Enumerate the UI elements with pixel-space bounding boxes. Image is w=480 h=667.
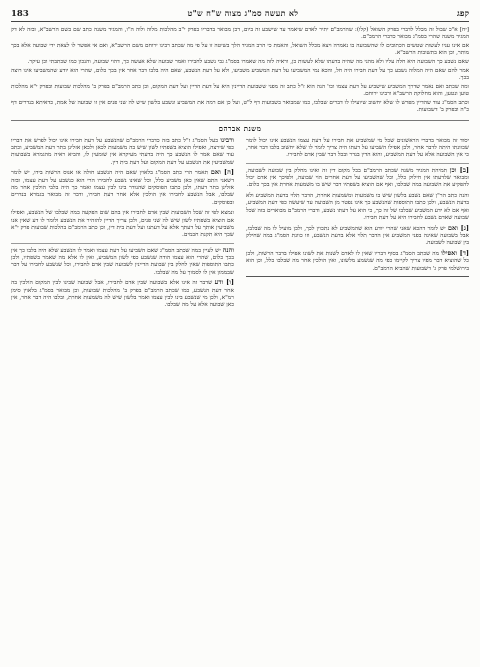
paragraph-lead: [ה] ואם <box>210 168 235 177</box>
paragraph-text: יסוד זה מבואר בדברי הראשונים שכל מי שמשביע את חבירו על דעת עצמו הנשבע אינו יכול לומר שכוונתו היתה לדבר אחר, ולכן אפילו השביעו על דעתו היה צריך לומר לו שלא יחשוב בלבו דבר אחר, כי אין השבועה אלא על דעת המשביע, והוא הדין בנדר ובכל דבר שבין אדם לחבירו. <box>246 137 469 159</box>
paragraph-lead: [ד] ואפילו <box>441 249 470 258</box>
paragraph-text: שדבר זה אינו אלא בשבועה שבין אדם לחבירו, אבל שבועה שבינו לבין המקום הולכין בה אחר דעת הנשבע, כמו שכתב הרמב"ם בפרק ב' מהלכות שבועות, וכן מבואר בסמ"ג בלאוין סימן רמ"א, ולכן מי שנשבע בינו לבין עצמו ואמר בלשון שיש לה משמעות אחרת, ובלבו היה דבר אחר, אין כאן שבועה אלא על מה שבלבו. <box>11 280 234 309</box>
commentary-paragraph: וכתב הסמ"ג עוד שהדיין מפרש לו שלא יחשוב שיועילו לו דברים שבלבו, כמו שמבואר בשבועות דף ל"ט, ועל כן אם רמה את המשביע ונשבע בלשון שיש לה שני פנים אין זו שבועה של אמת, כדאיתא בנדרים דף כ"ה ובפרק ב' דשבועות. <box>11 99 469 113</box>
paragraph-text: תאמר הרי כתב הסמ"ג בלאוין שאם היה הנשבע חולה או אנוס הרשות בידו, יש לומר דשאני התם שאין כאן משביע כלל, וכל שאינו נשבע לחבירו הרי הוא כנשבע על דעת עצמו, ובזה אזלינן בתר דעתו, ולכן כתבו הפוסקים שהנודר בינו לבין עצמו ואמר כך היה בלבי הולכין אחר מה שבלבו, אבל הנשבע לחבירו אין הולכין אלא אחר דעת חבירו, ודבר זה מבואר בגמרא בנדרים ובפוסקים. <box>11 170 234 206</box>
column-paragraph <box>246 225 469 248</box>
paragraph-text: תמיהת המגיד משנה שכתב הרמב"ם בכל מקום דין זה ואינו מחלק בין שבועה לשבועה, ומבואר שלדעתו אין חילוק כלל, וכל שהשביעו על דעת אחרים הוי שבועה, ולפיכך אין אדם יכול להפקיע את השבועה במה שבלבו, ואף אם הוציא בשפתיו דבר שיש בו משמעות אחרת אין בכך כלום. <box>246 167 469 189</box>
paragraph-text: יש לומר דהכא שאני שהרי יודע הוא שהמשביע לא נתכוין לכך, ולכן מועיל לו מה שבלבו, אבל בשבועה שאינה בפני המשביע אין הדבר תלוי אלא בדעת הנשבע, וזו כוונת הסמ"ג במה שחילק בין שבועה לשבועה. <box>246 225 469 247</box>
paragraph-lead: והנה <box>222 245 235 254</box>
column-paragraph <box>11 209 234 239</box>
paragraph-text: והנה כתב הר"ן שאם נשבע בלשון שיש בו משמעות ומשמעות אחרת, הדבר תלוי בדעת המשביע ולא בדעת הנשבע, ולכן כתבו התוספות שהנשבע כך אינו נפטר מן השבועה עד שיעשה כפי דעת המשביע, ואף אם לא ידע המשביע שבלבו של זה כך, כי הוא על דעתו נשבע, ודברי הרמב"ם מבוארים בזה שכל שבועה שאדם נשבע לחבירו היא על דעת חבירו. <box>246 193 469 221</box>
paragraph-text: יש לעיין במה שכתב הסמ"ג שאם השביעו על דעת עצמו ואמר לו הנשבע שלא היה בלבו כך אין בכך כלום, שהרי הוא עצמו הודה שנשבע כפי לשון המשביע, ואין לו אלא מה שאמר בשפתיו, ולכן כתבו התוספות שאין לחלק בין שבועת הדיינין לשבועה שבין אדם לחבירו, וכל שנשבע לחבירו על דבר שבממון אין לו לסמוך על מה שבלבו. <box>11 247 234 276</box>
page-number-left: קפג <box>457 9 469 19</box>
column-paragraph <box>11 137 234 167</box>
main-commentary <box>11 27 469 121</box>
column-paragraph <box>246 250 469 273</box>
paragraph-lead: [ג] ואם <box>447 223 470 232</box>
running-title: לא תעשה סמ"ג מצוה ש"ח ש"ט <box>187 8 299 18</box>
paragraph-lead: ורבינו <box>220 135 234 144</box>
divider <box>11 243 234 244</box>
paragraph-text: בעל הסמ"ג ז"ל כתב בזה כדברי הרמב"ם שהנשבע על דעת חבירו אינו יכול לפרש את דבריו כפי שירצה, ואפילו הוציא בשפתיו לשון שיש בה משמעות לכאן ולכאן אזלינן בתר דעת המשביע, וכתב עוד שאם אמר לו הנשבע כך היה בדעתי מעיקרא אין שומעין לו, והביא ראיה מהגמרא בשבועות שמשביעין את הנשבע על דעת המקום ועל דעת בית דין. <box>11 137 234 166</box>
divider <box>246 163 469 164</box>
commentary-paragraph: אם אינו עניו לעשות שטשים הכתובים לו שהשבועה בו נאמרה ויצא מכלל השואל, והאמת כי הרב המגיד הלך בשיטה זו על פי מה שכתב רבינו ירוחם משם הרשב"א, ואם אי אפשר לו לצאת ידי שבועה אלא בכך מותר, וכן הוא בתשובות הרשב"א. <box>11 43 469 57</box>
two-column-commentary <box>11 137 469 312</box>
paragraph-lead: [ו] ודע <box>214 278 234 287</box>
commentary-paragraph: שאם נשבע כך השבועה היא חלה עליו ולא מהני מה שהיה בדעתו שלא לעשות כן, וראיה לזה מה שאמרו בסמ"ג גבי נשבע לחבירו ואמר שבועה שלא אעשה כך, דהוי שבועה, והנכון כמו שכתבתי וכן עיקר. <box>27 59 469 65</box>
paragraph-text: מה שכתב הסמ"ג בסוף דבריו שאין לו לאדם לשנות את לשונו אפילו בדבר הרשות, ולכן כל שהוציא דבר מפיו צריך לקיימו כפי מה שנשמע מלשונו, ואין הולכין אחר מה שבלבו כלל, וכן הוא בירושלמי פרק ג' דשבועות שהביא הרמב"ם. <box>246 251 469 272</box>
column-paragraph <box>11 169 234 206</box>
running-header <box>11 8 469 22</box>
left-column <box>11 137 234 312</box>
right-column <box>246 137 469 312</box>
column-paragraph <box>246 192 469 222</box>
commentary-paragraph: [יח] א"כ שבול זה מכלל לדברי בפרק השואל (קלו): שהרמב"ם יתיר לאדם שיאמר עד שישבע זה ביום, דכן מבואר בדבריו בפרק י"ב מהלכות מלוה ולוה ה"ו, והמגיד משנה כתב שם בשם הרשב"א, ובזה לא דק המגיד משנה שהרי בסמ"ג מבואר כדברי הרמב"ם. <box>11 27 469 41</box>
commentary-paragraph: ומה שכתב ואם נאמר שדרך המשביע שישביע על דעת עצמו וכו' הנה הוא ז"ל כתב זה מפני ששבועת הדיינין היא על דעת הדיין ועל דעת המקום, וכן כתב הרמב"ם בפרק ב' מהלכות שבועות ובפרק י"א מהלכות טוען ונטען, והוא מחלוקת הרשב"א ורבינו ירוחם. <box>11 83 469 97</box>
column-paragraph <box>246 167 469 190</box>
page-number-right: 183 <box>11 9 29 19</box>
column-end-rule <box>246 276 469 277</box>
paragraph-lead: [ב] וכן <box>449 165 469 174</box>
section-title: משנת אברהם <box>218 123 262 133</box>
column-paragraph <box>11 247 234 277</box>
column-paragraph <box>246 137 469 160</box>
column-paragraph <box>11 279 234 309</box>
paragraph-text: ונמצא לפי זה שכל השבועות שבין אדם לחבירו אין בהם שום הפקעה במה שבלבו של הנשבע, ואפילו אם הוציא בשפתיו לשון שיש לה שני פנים, ולכן צריך הדיין להזהיר את הנשבע ולומר לו דע שאין אנו משביעין אותך על דעתך אלא על דעתנו ועל דעת בית דין, וכן כתב הרמב"ם בהלכות שבועות פרק י"א שכך היא תקנת חכמים. <box>11 210 234 239</box>
commentary-paragraph: אמר להם שאם היה המלוה נשבע כך על דעת חבירו היה חל, והכא נמי המשביעו על דעת המשביע משביעו, ולא על דעת הנשבע, שאם היה בלבו דבר אחר אין בכך כלום, שהרי הוא יודע שהמשביעו אינו רוצה בכך. <box>11 67 469 81</box>
